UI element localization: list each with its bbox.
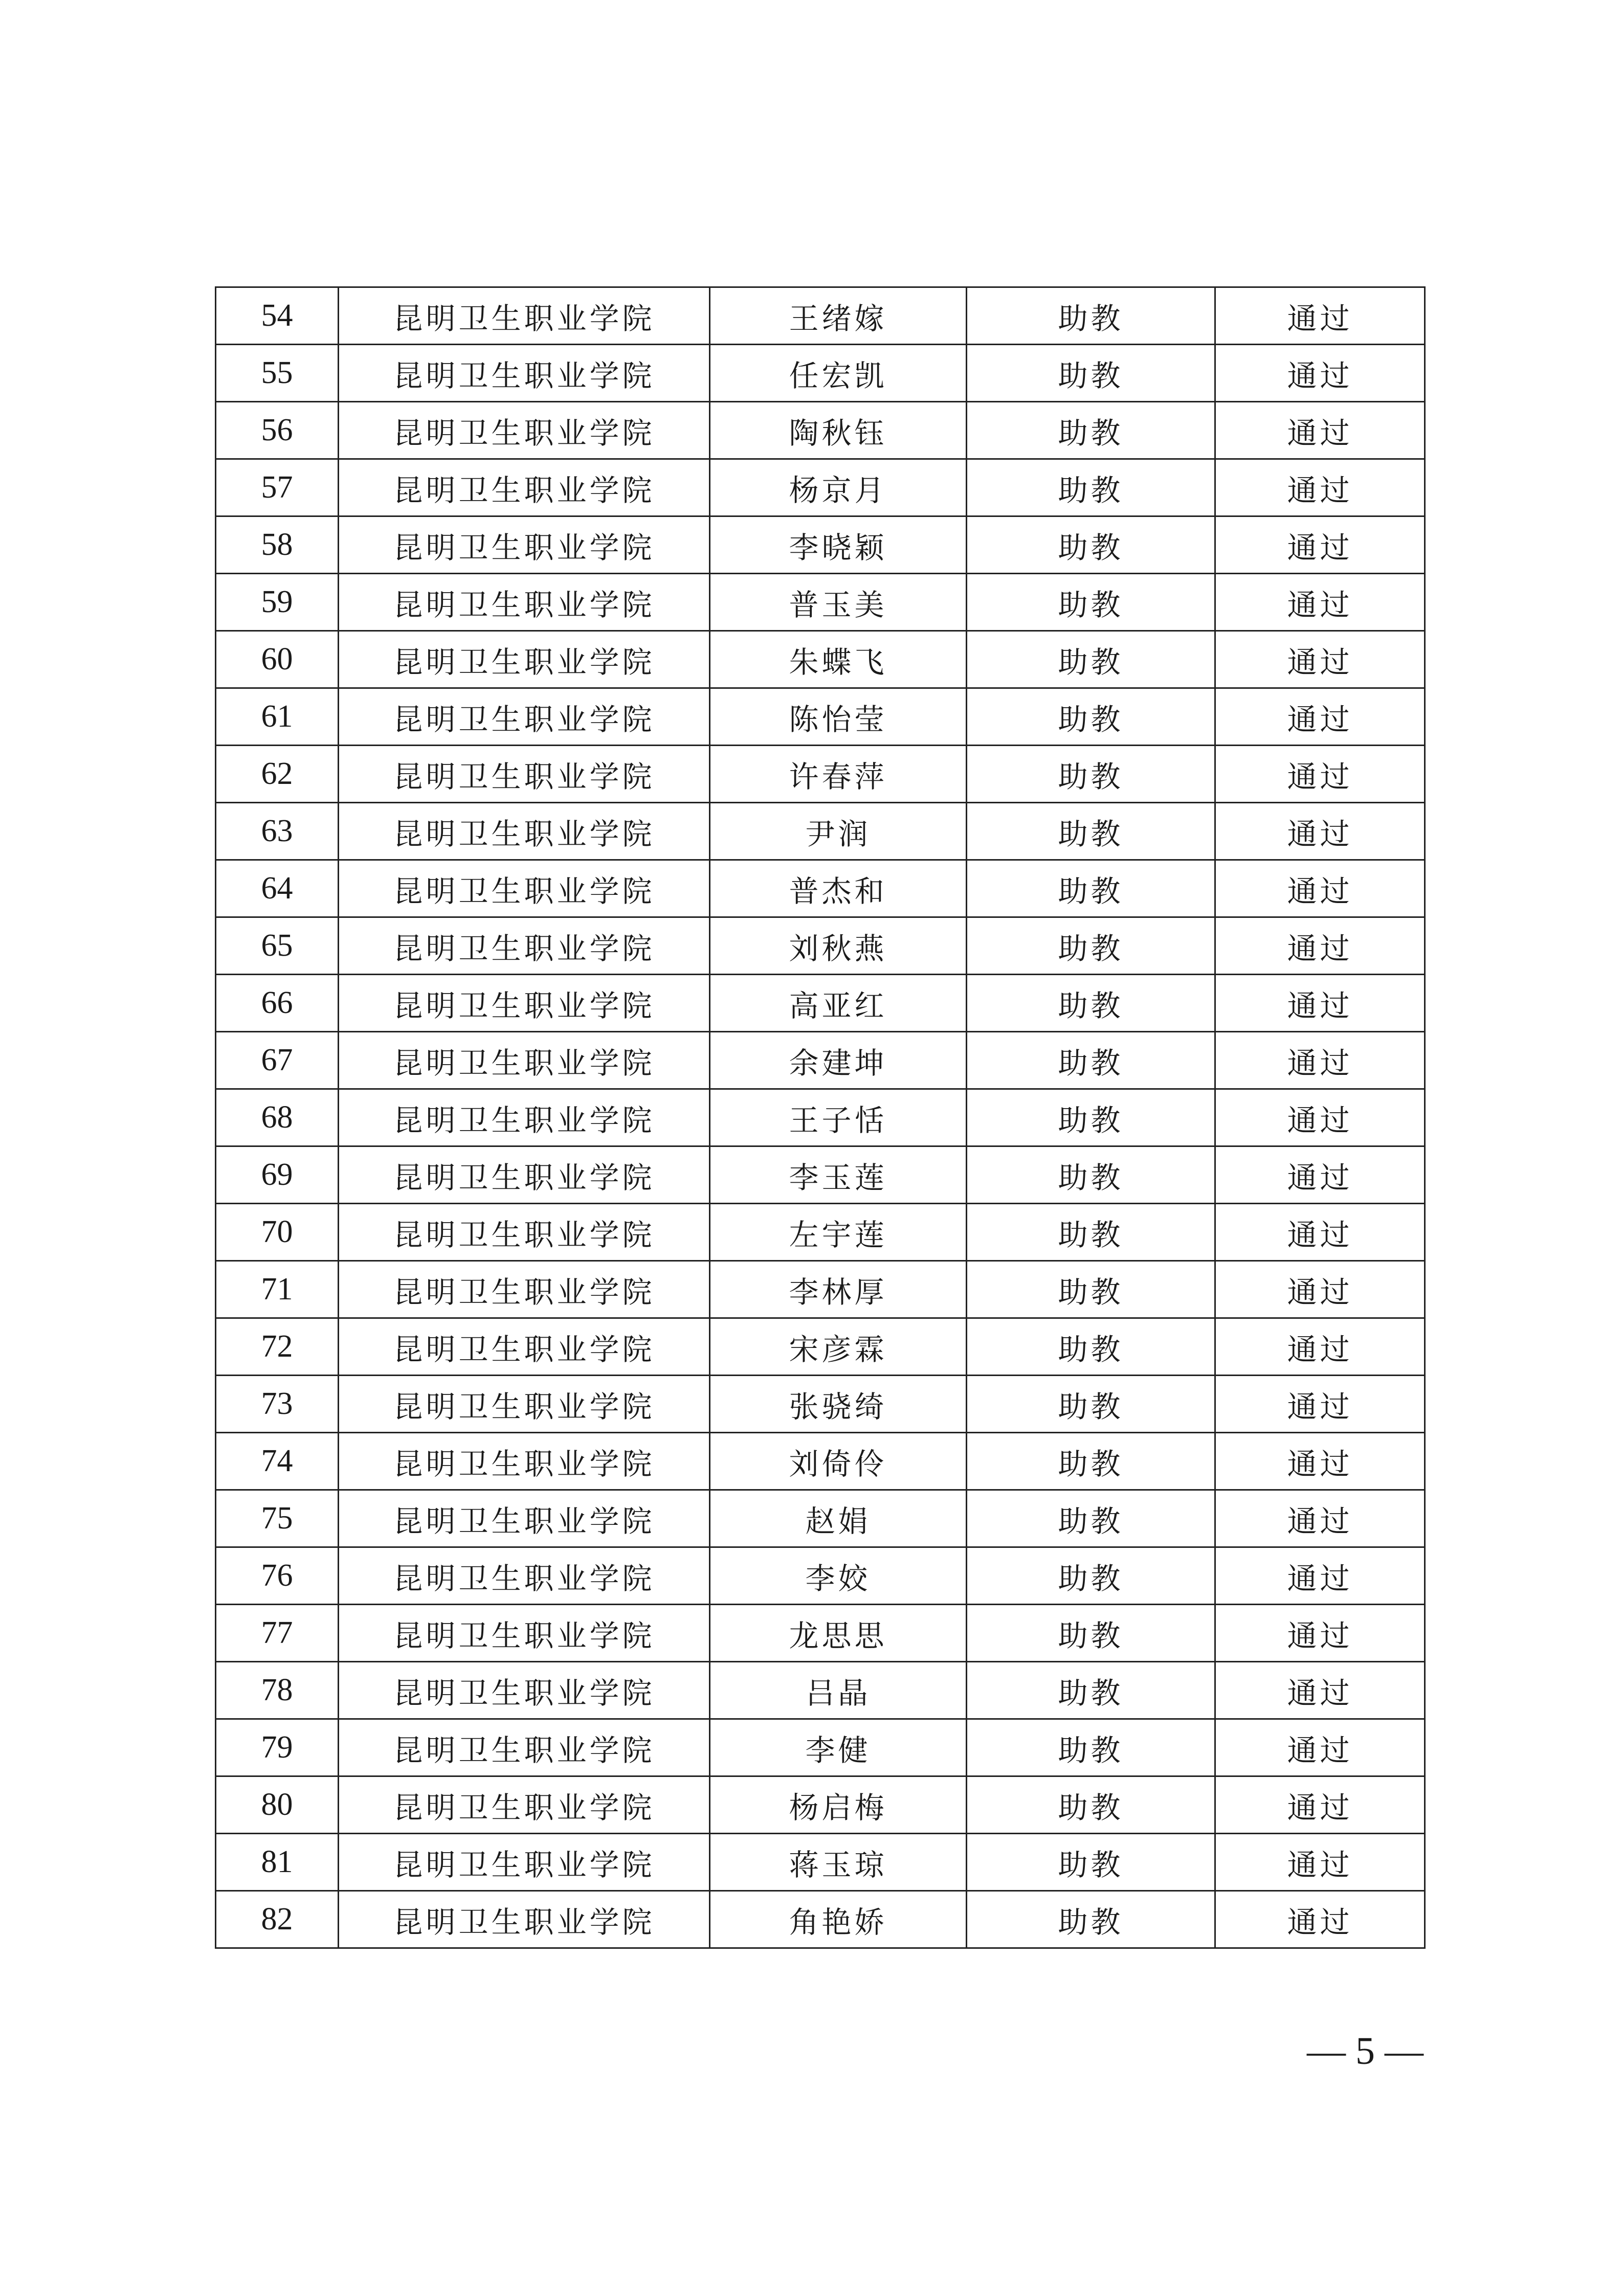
cell-title: 助教: [967, 1433, 1215, 1490]
cell-result: 通过: [1215, 1719, 1425, 1776]
cell-title: 助教: [967, 746, 1215, 803]
cell-number: 59: [216, 574, 339, 631]
cell-number: 66: [216, 975, 339, 1032]
cell-title: 助教: [967, 1318, 1215, 1376]
cell-result: 通过: [1215, 1204, 1425, 1261]
cell-number: 79: [216, 1719, 339, 1776]
cell-institution: 昆明卫生职业学院: [339, 1834, 710, 1891]
cell-title: 助教: [967, 1089, 1215, 1146]
table-row: [216, 688, 1425, 746]
cell-name: 高亚红: [710, 975, 967, 1032]
cell-institution: 昆明卫生职业学院: [339, 459, 710, 516]
cell-name: 宋彦霖: [710, 1318, 967, 1376]
cell-result: 通过: [1215, 1089, 1425, 1146]
cell-name: 张骁绮: [710, 1376, 967, 1433]
cell-institution: 昆明卫生职业学院: [339, 1204, 710, 1261]
cell-number: 72: [216, 1318, 339, 1376]
table-row: [216, 631, 1425, 688]
cell-title: 助教: [967, 1719, 1215, 1776]
cell-number: 67: [216, 1032, 339, 1089]
cell-institution: 昆明卫生职业学院: [339, 688, 710, 746]
table-row: [216, 917, 1425, 975]
cell-title: 助教: [967, 574, 1215, 631]
cell-name: 刘秋燕: [710, 917, 967, 975]
table-row: [216, 1605, 1425, 1662]
cell-name: 普杰和: [710, 860, 967, 917]
cell-institution: 昆明卫生职业学院: [339, 1719, 710, 1776]
cell-number: 71: [216, 1261, 339, 1318]
cell-institution: 昆明卫生职业学院: [339, 1318, 710, 1376]
table-row: [216, 1547, 1425, 1605]
cell-institution: 昆明卫生职业学院: [339, 1605, 710, 1662]
cell-title: 助教: [967, 1490, 1215, 1547]
cell-number: 60: [216, 631, 339, 688]
cell-institution: 昆明卫生职业学院: [339, 1089, 710, 1146]
cell-number: 64: [216, 860, 339, 917]
cell-result: 通过: [1215, 803, 1425, 860]
table-row: [216, 402, 1425, 459]
cell-number: 77: [216, 1605, 339, 1662]
cell-institution: 昆明卫生职业学院: [339, 860, 710, 917]
cell-number: 75: [216, 1490, 339, 1547]
cell-result: 通过: [1215, 1605, 1425, 1662]
table-row: [216, 1376, 1425, 1433]
cell-number: 57: [216, 459, 339, 516]
cell-institution: 昆明卫生职业学院: [339, 1891, 710, 1948]
cell-title: 助教: [967, 516, 1215, 574]
cell-name: 朱蝶飞: [710, 631, 967, 688]
roster-table: [215, 286, 1426, 1949]
cell-result: 通过: [1215, 345, 1425, 402]
cell-title: 助教: [967, 1032, 1215, 1089]
table-row: [216, 1891, 1425, 1948]
cell-number: 78: [216, 1662, 339, 1719]
table-row: [216, 975, 1425, 1032]
cell-result: 通过: [1215, 746, 1425, 803]
table-row: [216, 1719, 1425, 1776]
cell-result: 通过: [1215, 1891, 1425, 1948]
table-row: [216, 1834, 1425, 1891]
cell-result: 通过: [1215, 860, 1425, 917]
cell-name: 李姣: [710, 1547, 967, 1605]
cell-result: 通过: [1215, 1318, 1425, 1376]
cell-result: 通过: [1215, 1662, 1425, 1719]
cell-title: 助教: [967, 917, 1215, 975]
page-number: — 5 —: [1307, 2030, 1423, 2073]
cell-title: 助教: [967, 1204, 1215, 1261]
cell-title: 助教: [967, 1605, 1215, 1662]
table-row: [216, 516, 1425, 574]
cell-title: 助教: [967, 1776, 1215, 1834]
cell-result: 通过: [1215, 1433, 1425, 1490]
cell-result: 通过: [1215, 917, 1425, 975]
cell-title: 助教: [967, 631, 1215, 688]
cell-number: 80: [216, 1776, 339, 1834]
roster-table-body: [216, 287, 1425, 1948]
table-row: [216, 1204, 1425, 1261]
cell-institution: 昆明卫生职业学院: [339, 975, 710, 1032]
cell-institution: 昆明卫生职业学院: [339, 746, 710, 803]
cell-institution: 昆明卫生职业学院: [339, 287, 710, 345]
cell-title: 助教: [967, 688, 1215, 746]
cell-result: 通过: [1215, 402, 1425, 459]
cell-number: 69: [216, 1146, 339, 1204]
cell-number: 68: [216, 1089, 339, 1146]
cell-number: 58: [216, 516, 339, 574]
cell-title: 助教: [967, 1547, 1215, 1605]
cell-name: 李健: [710, 1719, 967, 1776]
table-row: [216, 1146, 1425, 1204]
cell-name: 普玉美: [710, 574, 967, 631]
cell-institution: 昆明卫生职业学院: [339, 345, 710, 402]
cell-number: 81: [216, 1834, 339, 1891]
cell-institution: 昆明卫生职业学院: [339, 1261, 710, 1318]
cell-institution: 昆明卫生职业学院: [339, 1547, 710, 1605]
cell-title: 助教: [967, 1376, 1215, 1433]
table-row: [216, 1032, 1425, 1089]
cell-title: 助教: [967, 1261, 1215, 1318]
cell-number: 54: [216, 287, 339, 345]
table-row: [216, 1490, 1425, 1547]
cell-name: 杨京月: [710, 459, 967, 516]
cell-institution: 昆明卫生职业学院: [339, 1490, 710, 1547]
table-row: [216, 345, 1425, 402]
cell-name: 刘倚伶: [710, 1433, 967, 1490]
cell-name: 许春萍: [710, 746, 967, 803]
cell-institution: 昆明卫生职业学院: [339, 803, 710, 860]
cell-institution: 昆明卫生职业学院: [339, 1146, 710, 1204]
cell-number: 55: [216, 345, 339, 402]
cell-title: 助教: [967, 860, 1215, 917]
cell-institution: 昆明卫生职业学院: [339, 631, 710, 688]
cell-result: 通过: [1215, 631, 1425, 688]
cell-result: 通过: [1215, 459, 1425, 516]
cell-title: 助教: [967, 975, 1215, 1032]
cell-name: 尹润: [710, 803, 967, 860]
cell-title: 助教: [967, 1146, 1215, 1204]
table-row: [216, 1433, 1425, 1490]
cell-number: 76: [216, 1547, 339, 1605]
table-row: [216, 746, 1425, 803]
cell-title: 助教: [967, 1891, 1215, 1948]
cell-result: 通过: [1215, 1834, 1425, 1891]
cell-institution: 昆明卫生职业学院: [339, 402, 710, 459]
table-row: [216, 287, 1425, 345]
cell-name: 余建坤: [710, 1032, 967, 1089]
table-row: [216, 803, 1425, 860]
cell-result: 通过: [1215, 574, 1425, 631]
cell-name: 左宇莲: [710, 1204, 967, 1261]
cell-result: 通过: [1215, 688, 1425, 746]
cell-title: 助教: [967, 402, 1215, 459]
cell-result: 通过: [1215, 1032, 1425, 1089]
cell-number: 63: [216, 803, 339, 860]
cell-name: 李林厚: [710, 1261, 967, 1318]
cell-number: 82: [216, 1891, 339, 1948]
cell-title: 助教: [967, 345, 1215, 402]
cell-number: 74: [216, 1433, 339, 1490]
cell-number: 61: [216, 688, 339, 746]
cell-result: 通过: [1215, 516, 1425, 574]
cell-result: 通过: [1215, 975, 1425, 1032]
cell-institution: 昆明卫生职业学院: [339, 1433, 710, 1490]
cell-title: 助教: [967, 1662, 1215, 1719]
cell-name: 角艳娇: [710, 1891, 967, 1948]
cell-result: 通过: [1215, 1490, 1425, 1547]
cell-name: 陶秋钰: [710, 402, 967, 459]
table-row: [216, 459, 1425, 516]
table-row: [216, 860, 1425, 917]
cell-result: 通过: [1215, 1376, 1425, 1433]
cell-title: 助教: [967, 1834, 1215, 1891]
table-row: [216, 574, 1425, 631]
cell-number: 70: [216, 1204, 339, 1261]
cell-number: 73: [216, 1376, 339, 1433]
cell-title: 助教: [967, 803, 1215, 860]
table-row: [216, 1776, 1425, 1834]
cell-number: 65: [216, 917, 339, 975]
cell-institution: 昆明卫生职业学院: [339, 917, 710, 975]
cell-result: 通过: [1215, 1146, 1425, 1204]
table-row: [216, 1089, 1425, 1146]
cell-name: 李晓颖: [710, 516, 967, 574]
cell-name: 陈怡莹: [710, 688, 967, 746]
cell-name: 任宏凯: [710, 345, 967, 402]
cell-name: 李玉莲: [710, 1146, 967, 1204]
table-row: [216, 1261, 1425, 1318]
cell-name: 吕晶: [710, 1662, 967, 1719]
cell-result: 通过: [1215, 287, 1425, 345]
cell-title: 助教: [967, 459, 1215, 516]
cell-name: 王绪嫁: [710, 287, 967, 345]
table-row: [216, 1662, 1425, 1719]
cell-name: 杨启梅: [710, 1776, 967, 1834]
cell-name: 王子恬: [710, 1089, 967, 1146]
cell-result: 通过: [1215, 1261, 1425, 1318]
cell-number: 62: [216, 746, 339, 803]
cell-institution: 昆明卫生职业学院: [339, 1776, 710, 1834]
cell-institution: 昆明卫生职业学院: [339, 516, 710, 574]
table-row: [216, 1318, 1425, 1376]
cell-institution: 昆明卫生职业学院: [339, 1032, 710, 1089]
cell-institution: 昆明卫生职业学院: [339, 1376, 710, 1433]
cell-name: 蒋玉琼: [710, 1834, 967, 1891]
cell-name: 龙思思: [710, 1605, 967, 1662]
cell-institution: 昆明卫生职业学院: [339, 574, 710, 631]
cell-institution: 昆明卫生职业学院: [339, 1662, 710, 1719]
cell-title: 助教: [967, 287, 1215, 345]
cell-result: 通过: [1215, 1547, 1425, 1605]
cell-result: 通过: [1215, 1776, 1425, 1834]
cell-number: 56: [216, 402, 339, 459]
cell-name: 赵娟: [710, 1490, 967, 1547]
